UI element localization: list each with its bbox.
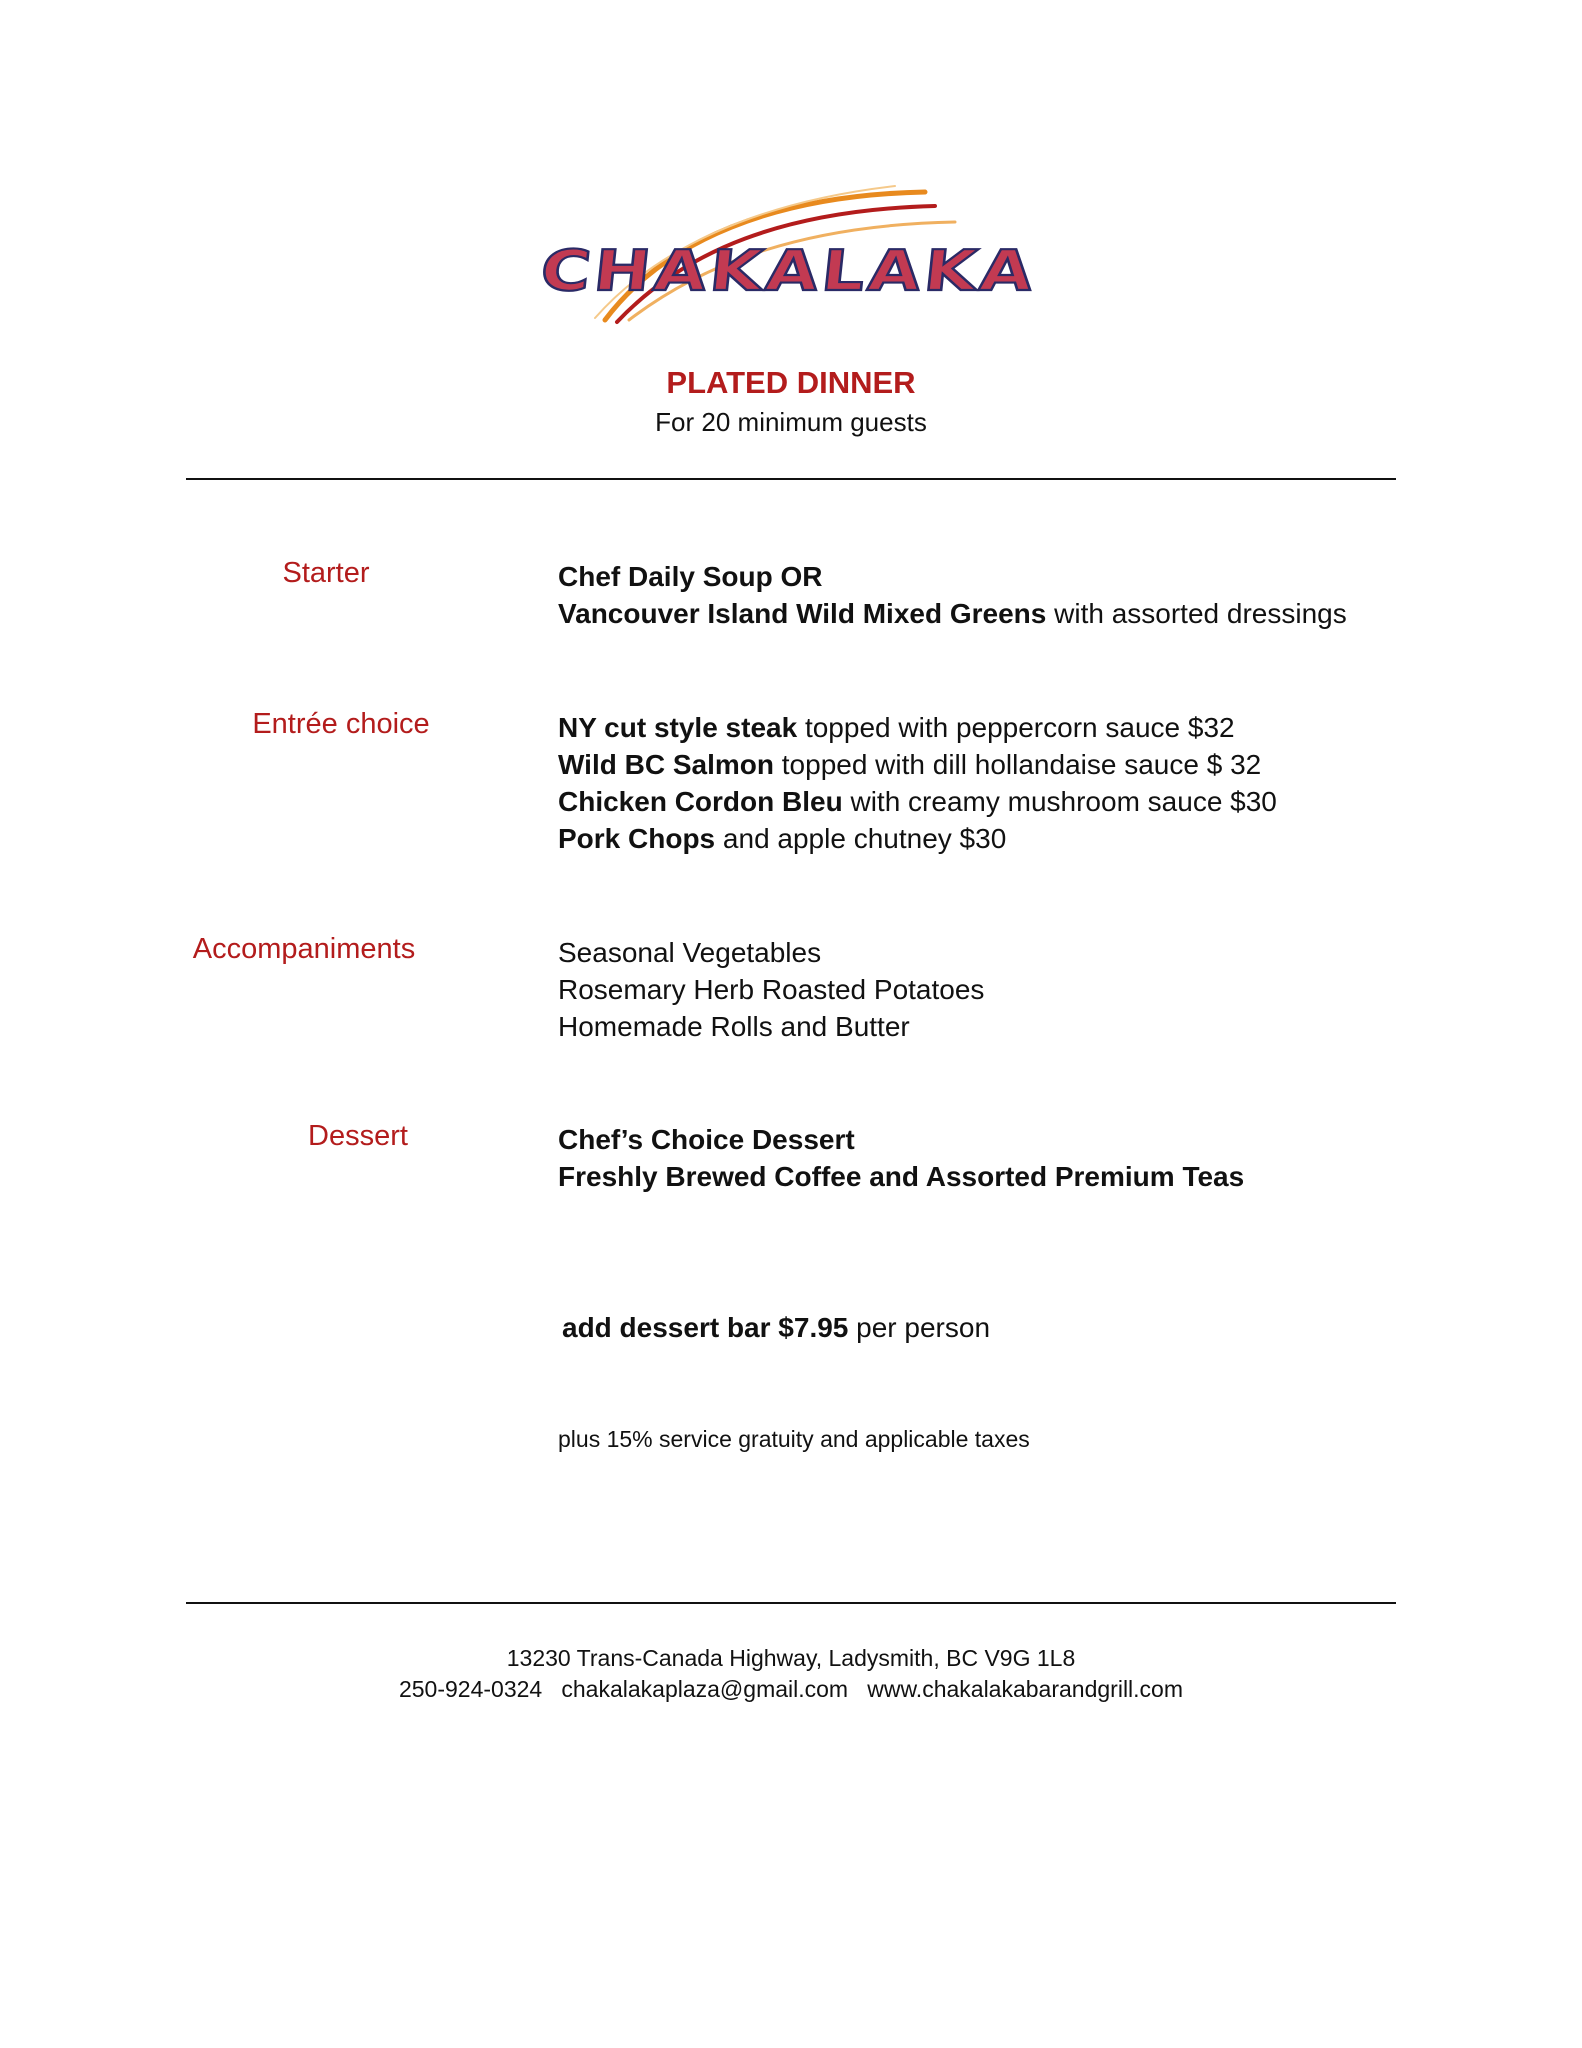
addon-name: add dessert bar $7.95 bbox=[562, 1312, 849, 1343]
dessert-bar-addon bbox=[562, 1312, 990, 1344]
starter-item-name: Chef Daily Soup OR bbox=[558, 561, 823, 592]
chakalaka-logo bbox=[535, 180, 1045, 340]
footer-contact bbox=[0, 1676, 1582, 1703]
footer-website[interactable]: www.chakalakabarandgrill.com bbox=[867, 1676, 1184, 1702]
addon-detail: per person bbox=[848, 1312, 991, 1343]
entree-item-name: Pork Chops bbox=[558, 823, 716, 854]
footer-phone: 250-924-0324 bbox=[398, 1676, 543, 1702]
entree-item-name: Wild BC Salmon bbox=[558, 749, 774, 780]
gratuity-note: plus 15% service gratuity and applicable taxes bbox=[558, 1426, 1030, 1452]
entree-item-detail: with creamy mushroom sauce $30 bbox=[842, 786, 1277, 817]
entree-item bbox=[558, 820, 1418, 857]
svg-text:CHAKALAKA: CHAKALAKA bbox=[537, 239, 956, 304]
entree-item-detail: topped with dill hollandaise sauce $ 32 bbox=[773, 749, 1262, 780]
starter-item bbox=[558, 595, 1418, 632]
section-label-accompaniments: Accompaniments bbox=[192, 933, 416, 965]
header-divider bbox=[186, 478, 1396, 480]
accompaniment-item: Seasonal Vegetables bbox=[558, 937, 822, 968]
section-label-entree: Entrée choice bbox=[252, 708, 430, 740]
starter-item-detail: with assorted dressings bbox=[1046, 598, 1347, 629]
entree-item-detail: and apple chutney $30 bbox=[715, 823, 1007, 854]
dessert-item: Chef’s Choice Dessert bbox=[558, 1124, 855, 1155]
entree-item-detail: topped with peppercorn sauce $32 bbox=[797, 712, 1235, 743]
starter-item bbox=[558, 558, 1418, 595]
section-items-accompaniments bbox=[558, 934, 1418, 1045]
entree-item bbox=[558, 709, 1418, 746]
footer-divider bbox=[186, 1602, 1396, 1604]
dessert-item: Freshly Brewed Coffee and Assorted Premium Teas bbox=[558, 1161, 1245, 1192]
page-title: PLATED DINNER bbox=[666, 365, 916, 400]
section-items-starter bbox=[558, 558, 1418, 632]
footer-email[interactable]: chakalakaplaza@gmail.com bbox=[561, 1676, 849, 1702]
entree-item-name: NY cut style steak bbox=[558, 712, 798, 743]
section-label-starter: Starter bbox=[282, 557, 370, 589]
footer-address: 13230 Trans-Canada Highway, Ladysmith, BC V9G 1L8 bbox=[506, 1645, 1076, 1671]
starter-item-name: Vancouver Island Wild Mixed Greens bbox=[558, 598, 1047, 629]
entree-item bbox=[558, 746, 1418, 783]
accompaniment-item: Rosemary Herb Roasted Potatoes bbox=[558, 974, 985, 1005]
entree-item-name: Chicken Cordon Bleu bbox=[558, 786, 843, 817]
accompaniment-item: Homemade Rolls and Butter bbox=[558, 1011, 910, 1042]
logo-wordmark bbox=[538, 239, 1040, 304]
section-label-dessert: Dessert bbox=[308, 1120, 408, 1152]
section-items-dessert bbox=[558, 1121, 1418, 1195]
entree-item bbox=[558, 783, 1418, 820]
page-subtitle: For 20 minimum guests bbox=[655, 407, 927, 437]
section-items-entree bbox=[558, 709, 1418, 857]
